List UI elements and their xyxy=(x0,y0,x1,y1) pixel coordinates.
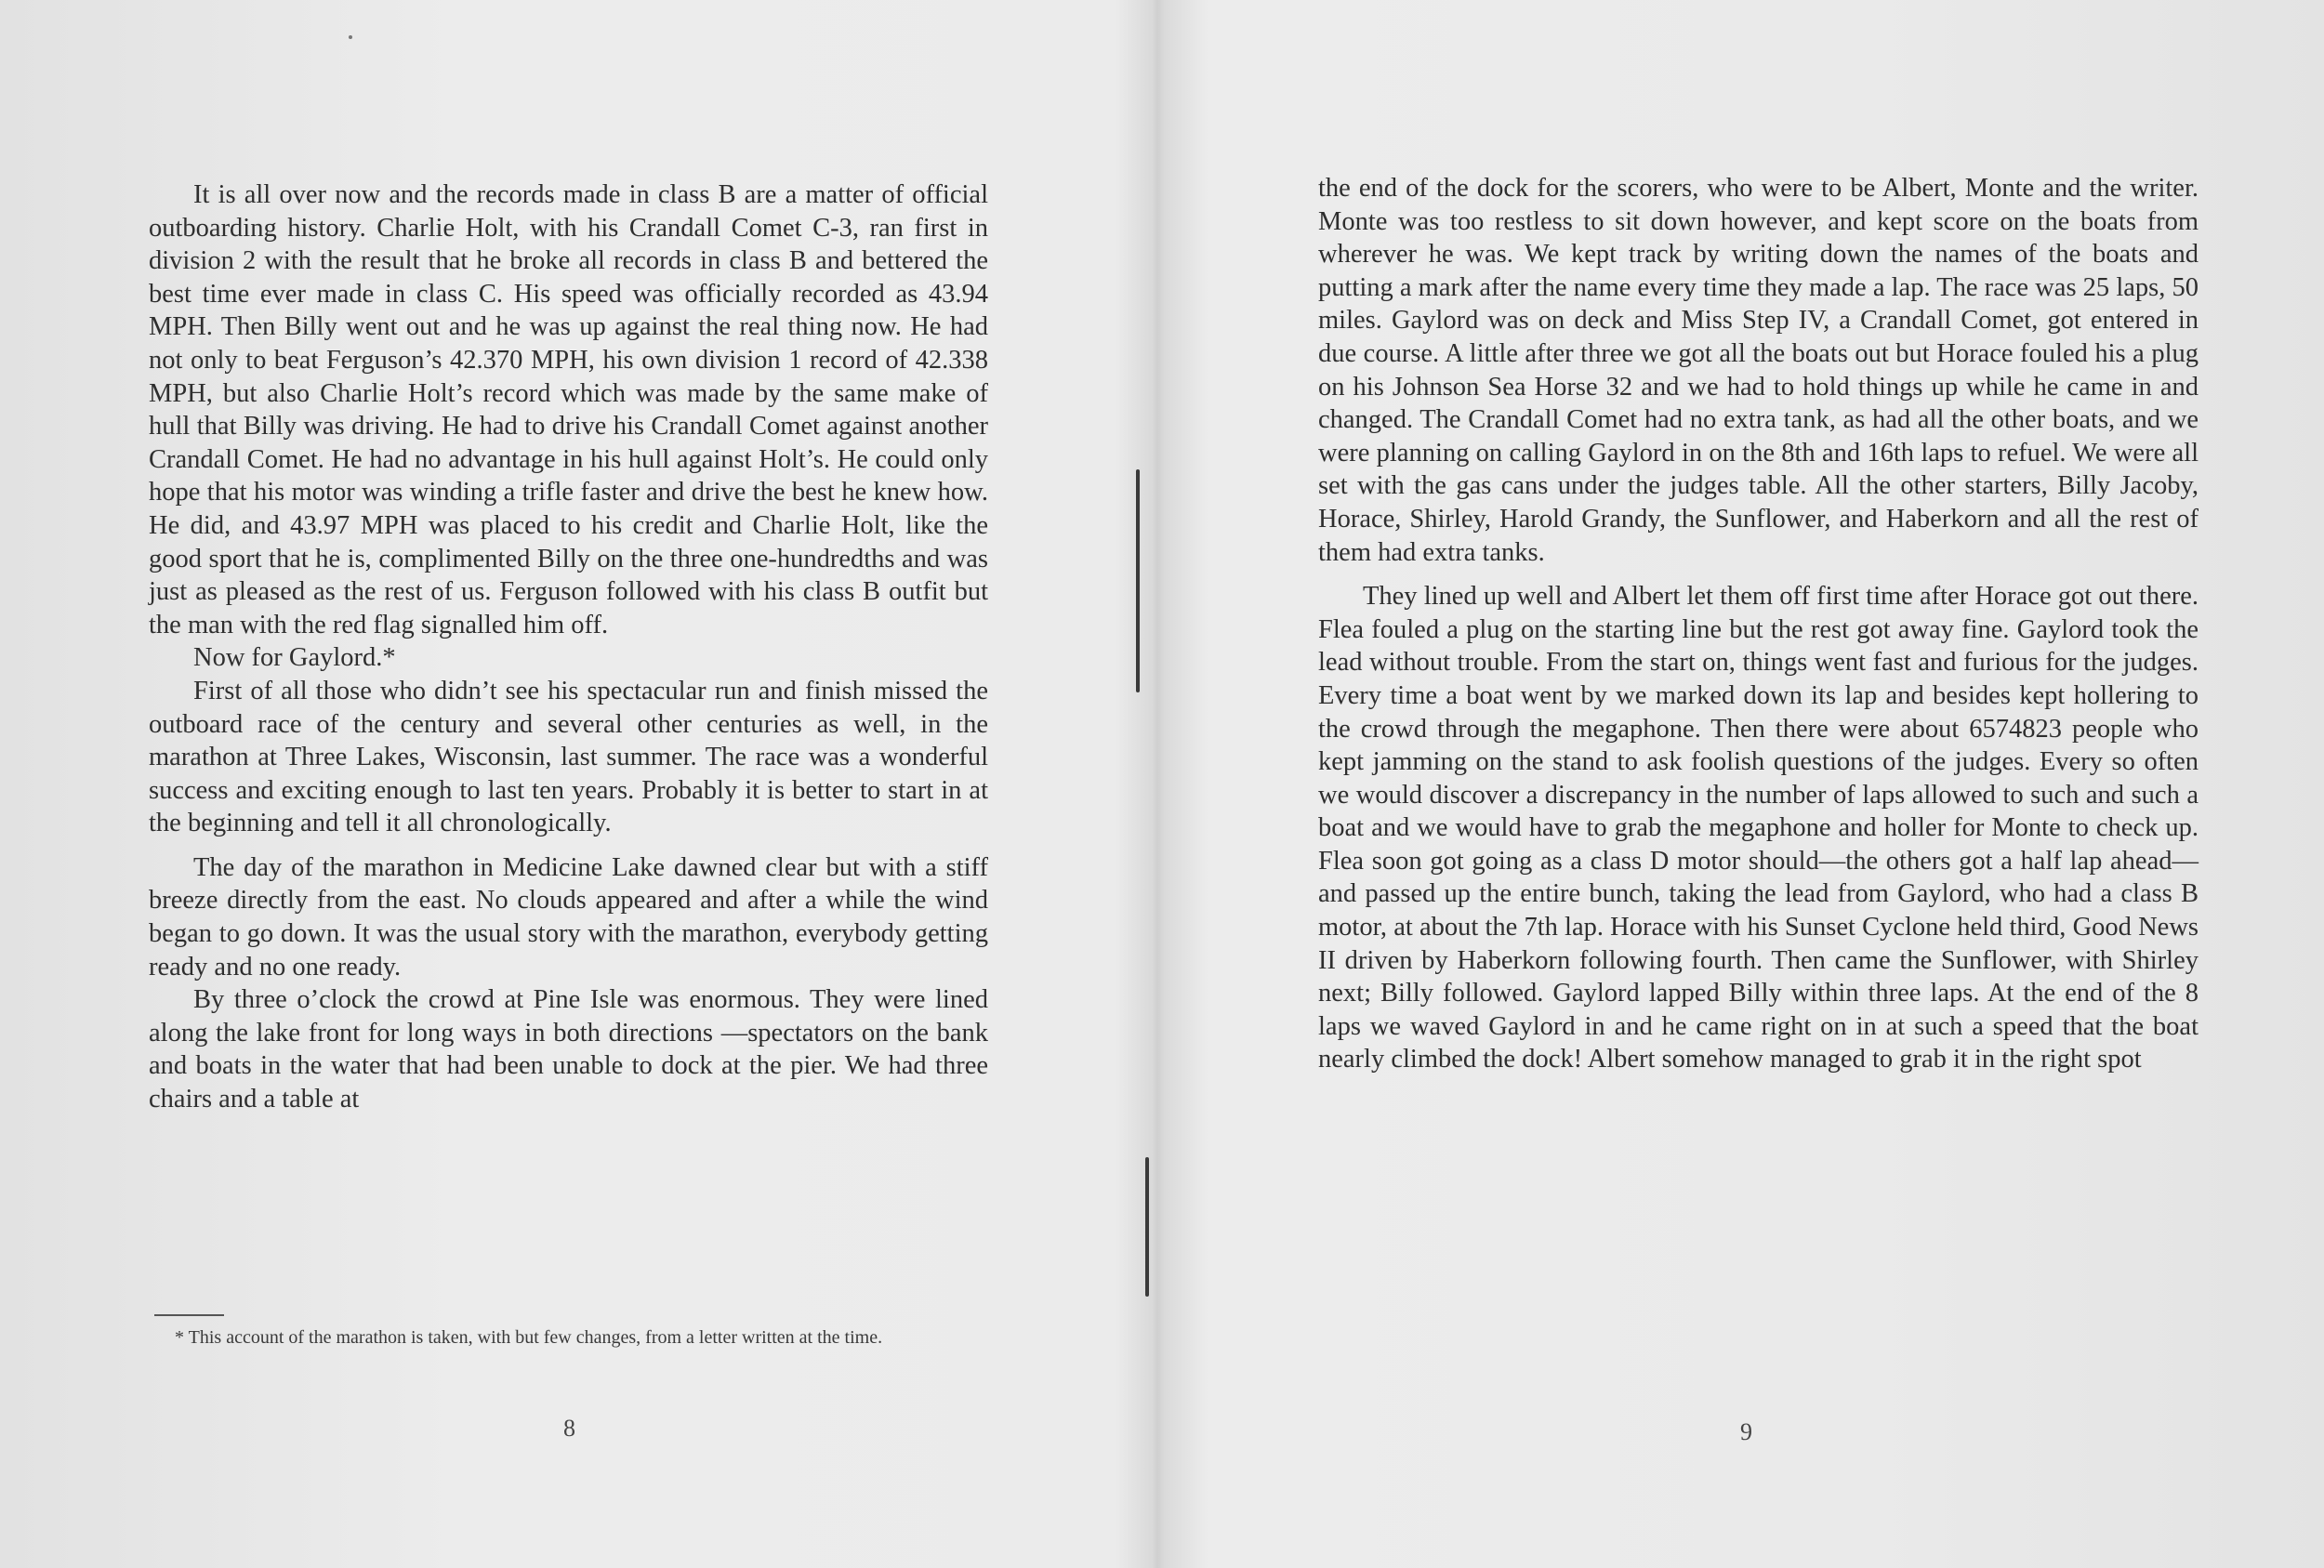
body-paragraph: First of all those who didn’t see his spectacular run and finish missed the outboard race of the century and several other centuries as well, in the marathon at Three Lakes, Wisconsin, last summer. The race was a wonderful success and exciting enough to last ten years. Probably it is better to start in at the beginning and tell it all chronologically. xyxy=(149,676,988,838)
binding-staple-bottom xyxy=(1145,1157,1149,1297)
page-number: 9 xyxy=(1740,1418,1752,1445)
footnote: * This account of the marathon is taken, with but few changes, from a letter written at the time. xyxy=(175,1327,883,1348)
page-number: 8 xyxy=(563,1415,575,1442)
right-page-body xyxy=(1318,172,2199,1076)
body-paragraph: By three o’clock the crowd at Pine Isle was enormous. They were lined along the lake front for long ways in both directions —spectators on the bank and boats in the water that had been unable to dock at the pier. We had three chairs and a table at xyxy=(149,985,988,1114)
body-paragraph: They lined up well and Albert let them off first time after Horace got out there. Flea fouled a plug on the starting line but the rest got away fine. Gaylord took the lead without trouble. From the start on, things went fast and furious for the judges. Every time a boat went by we marked down its lap and besides kept hollering to the crowd through the megaphone. Then there were about 6574823 people who kept jamming on the stand to ask foolish questions of the judges. Every so often we would discover a discrepancy in the number of laps allowed to such and such a boat and we would have to grab the megaphone and holler for Monte to check up. Flea soon got going as a class D motor should—the others got a half lap ahead—and passed up the entire bunch, taking the lead from Gaylord, who had a class B motor, at about the 7th lap. Horace with his Sunset Cyclone held third, Good News II driven by Haberkorn following fourth. Then came the Sunflower, with Shirley next; Billy followed. Gaylord lapped Billy within three laps. At the end of the 8 laps we waved Gaylord in and he came right on in at such a speed that the boat nearly climbed the dock! Albert somehow managed to grab it in the right spot xyxy=(1318,582,2199,1074)
binding-staple-top xyxy=(1136,469,1140,692)
left-page xyxy=(0,0,1153,1568)
body-paragraph: It is all over now and the records made in class B are a matter of official outboarding history. Charlie Holt, with his Crandall Comet C-3, ran first in division 2 with the result that he broke all records in class B and bettered the best time ever made in class C. His speed was officially recorded as 43.94 MPH. Then Billy went out and he was up against the real thing now. He had not only to beat Ferguson’s 42.370 MPH, his own division 1 record of 42.338 MPH, but also Charlie Holt’s record which was made by the same make of hull that Billy was driving. He had to drive his Crandall Comet against another Crandall Comet. He had no advantage in his hull against Holt’s. He could only hope that his motor was winding a trifle faster and drive the best he knew how. He did, and 43.97 MPH was placed to his credit and Charlie Holt, like the good sport that he is, complimented Billy on the three one-hundredths and was just as pleased as the rest of us. Ferguson followed with his class B outfit but the man with the red flag signalled him off. xyxy=(149,180,988,639)
right-page xyxy=(1153,0,2324,1568)
left-page-body xyxy=(149,178,988,1116)
body-paragraph: Now for Gaylord.* xyxy=(193,643,396,673)
body-paragraph: The day of the marathon in Medicine Lake dawned clear but with a stiff breeze directly from the east. No clouds appeared and after a while the wind began to go down. It was the usual story with the marathon, everybody getting ready and no one ready. xyxy=(149,852,988,982)
footnote-rule xyxy=(154,1314,224,1316)
body-paragraph: the end of the dock for the scorers, who were to be Albert, Monte and the writer. Monte was too restless to sit down however, and kept score on the boats from wherever he was. We kept track by writing down the names of the boats and putting a mark after the name every time they made a lap. The race was 25 laps, 50 miles. Gaylord was on deck and Miss Step IV, a Crandall Comet, got entered in due course. A little after three we got all the boats out but Horace fouled his a plug on his Johnson Sea Horse 32 and we had to hold things up while he came in and changed. The Crandall Comet had no extra tank, as had all the other boats, and we were planning on calling Gaylord in on the 8th and 16th laps to refuel. We were all set with the gas cans under the judges table. All the other starters, Billy Jacoby, Horace, Shirley, Harold Grandy, the Sunflower, and Haberkorn and all the rest of them had extra tanks. xyxy=(1318,174,2199,567)
